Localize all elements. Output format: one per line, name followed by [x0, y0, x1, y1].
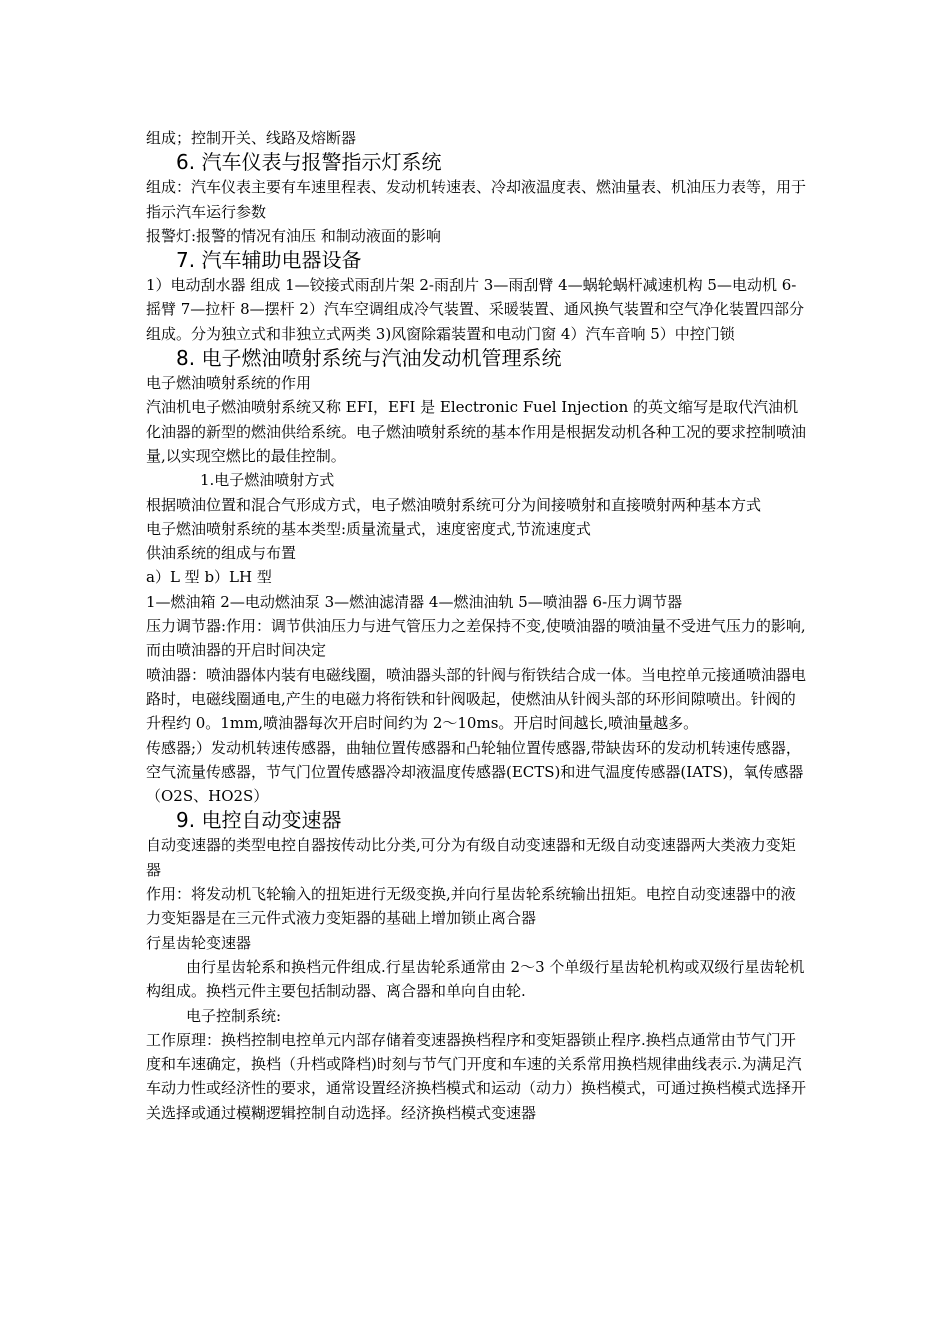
paragraph-injector: 喷油器：喷油器体内装有电磁线圈，喷油器头部的针阀与衔铁结合成一体。当电控单元接通喷油器电路时，电磁线圈通电,产生的电磁力将衔铁和针阀吸起，使燃油从针阀头部的环形间隙喷出。针阀的升程约 0。1mm,喷油器每次开启时间约为 2～10ms。开启时间越长,喷油量越多。 [146, 665, 807, 733]
paragraph-efi-function-title: 电子燃油喷射系统的作用 [146, 374, 312, 393]
paragraph-efi-basic-types: 电子燃油喷射系统的基本类型:质量流量式，速度密度式,节流速度式 [146, 519, 591, 538]
paragraph-sensors: 传感器;）发动机转速传感器，曲轴位置传感器和凸轮轴位置传感器,带缺齿环的发动机转速传感器，空气流量传感器，节气门位置传感器冷却液温度传感器(ECTS)和进气温度传感器(IATS)，氧传感器（O2S、HO2S） [146, 738, 804, 806]
paragraph-fuel-supply-layout: 供油系统的组成与布置 [146, 544, 297, 563]
paragraph-working-principle: 工作原理：换档控制电控单元内部存储着变速器换档程序和变矩器锁止程序.换档点通常由节气门开度和车速确定，换档（升档或降档)时刻与节气门开度和车速的关系常用换档规律曲线表示.为满足汽车动力性或经济性的要求，通常设置经济换档模式和运动（动力）换档模式，可通过换档模式选择开关选择或通过模糊逻辑控制自动选择。经济换档模式变速器 [146, 1030, 807, 1122]
paragraph-planetary-gear-title: 行星齿轮变速器 [146, 933, 252, 952]
paragraph-fuel-parts-list: 1—燃油箱 2—电动燃油泵 3—燃油滤清器 4—燃油油轨 5—喷油器 6-压力调节器 [146, 592, 683, 611]
paragraph-transmission-types: 自动变速器的类型电控自器按传动比分类,可分为有级自动变速器和无级自动变速器两大类液力变矩器 [146, 836, 796, 879]
paragraph-instrument-components: 组成：汽车仪表主要有车速里程表、发动机转速表、冷却液温度表、燃油量表、机油压力表等，用于指示汽车运行参数 [146, 178, 807, 221]
paragraph-efi-description: 汽油机电子燃油喷射系统又称 EFI，EFI 是 Electronic Fuel Injection 的英文缩写是取代汽油机化油器的新型的燃油供给系统。电子燃油喷射系统的基本作用是根据发动机各种工况的要求控制喷油量,以实现空燃比的最佳控制。 [146, 398, 807, 465]
heading-efi-management: 8. 电子燃油喷射系统与汽油发动机管理系统 [176, 346, 562, 371]
paragraph-injection-types: 根据喷油位置和混合气形成方式，电子燃油喷射系统可分为间接喷射和直接喷射两种基本方式 [146, 495, 762, 514]
paragraph-pressure-regulator: 压力调节器:作用：调节供油压力与进气管压力之差保持不变,使喷油器的喷油量不受进气压力的影响,而由喷油器的开启时间决定 [146, 617, 806, 660]
heading-instrument-warning-system: 6. 汽车仪表与报警指示灯系统 [176, 150, 442, 175]
paragraph-wiper-ac-devices: 1）电动刮水器 组成 1—铰接式雨刮片架 2-雨刮片 3—雨刮臂 4—蜗轮蜗杆减速机构 5—电动机 6-摇臂 7—拉杆 8—摆杆 2）汽车空调组成冷气装置、采暖装置、通风换气装置和空气净化装置四部分组成。分为独立式和非独立式两类 3)风窗除霜装置和电动门窗 4）汽车音响 5）中控门锁 [146, 276, 804, 343]
heading-electronic-transmission: 9. 电控自动变速器 [176, 808, 342, 833]
paragraph-warning-lamp: 报警灯:报警的情况有油压 和制动液面的影响 [146, 226, 441, 245]
heading-auxiliary-electrical: 7. 汽车辅助电器设备 [176, 248, 362, 273]
subheading-injection-method: 1.电子燃油喷射方式 [200, 471, 335, 490]
paragraph-torque-converter-function: 作用：将发动机飞轮输入的扭矩进行无级变换,并向行星齿轮系统输出扭矩。电控自动变速器中的液力变矩器是在三元件式液力变矩器的基础上增加锁止离合器 [146, 885, 796, 928]
paragraph-electronic-control-title: 电子控制系统: [186, 1006, 282, 1025]
paragraph-fuse-components: 组成；控制开关、线路及熔断器 [146, 129, 357, 147]
document-body [146, 126, 810, 1125]
paragraph-planetary-gear-description: 由行星齿轮系和换档元件组成.行星齿轮系通常由 2～3 个单级行星齿轮机构或双级行星齿轮机构组成。换档元件主要包括制动器、离合器和单向自由轮. [146, 957, 805, 1001]
paragraph-l-lh-types: a）L 型 b）LH 型 [146, 568, 272, 587]
